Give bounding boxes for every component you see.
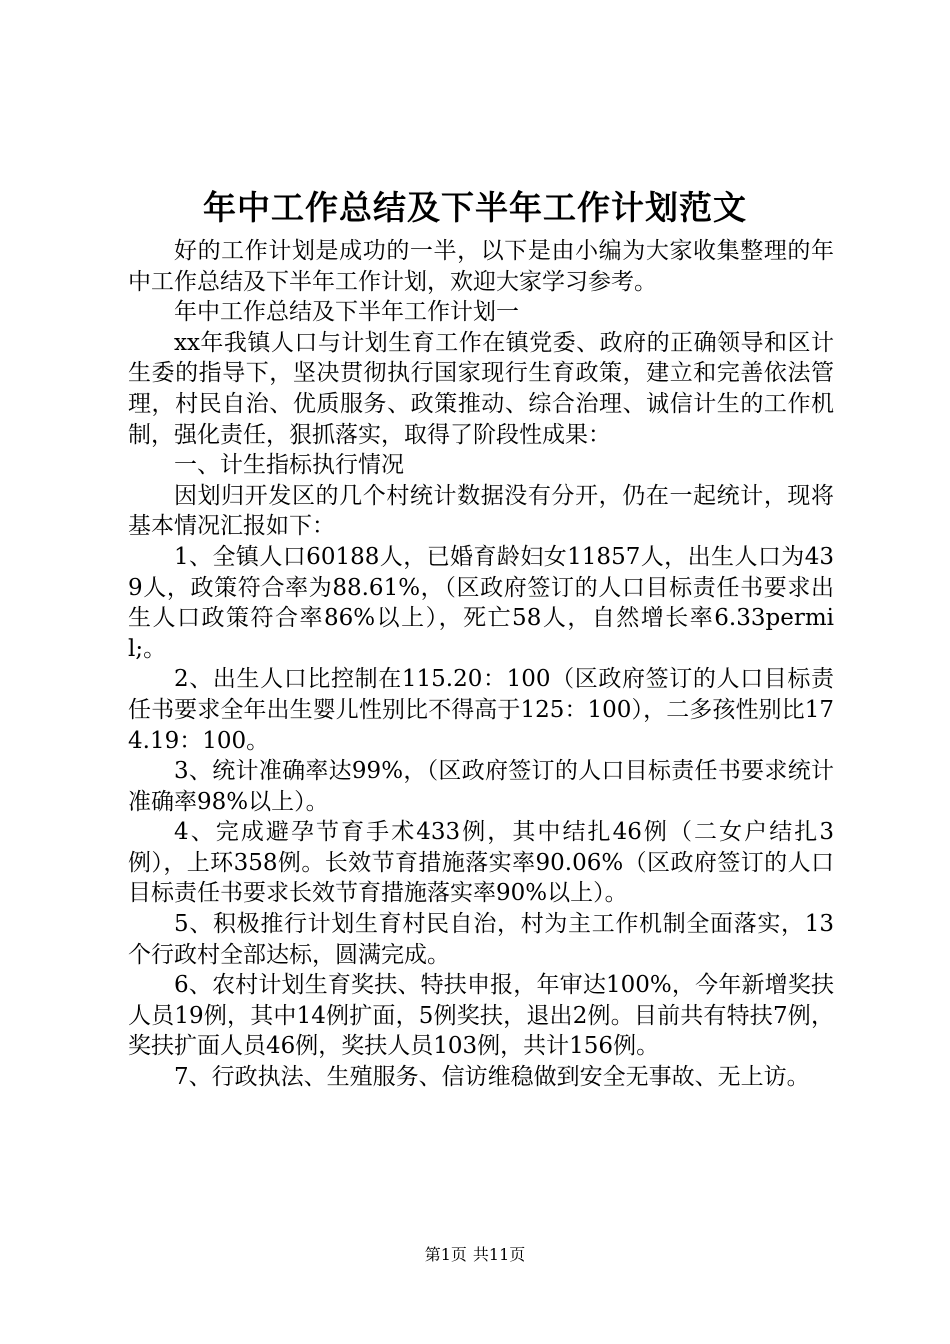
list-item: 4、完成避孕节育手术433例，其中结扎46例（二女户结扎3例），上环358例。长效节育措施落实率90.06%（区政府签订的人口目标责任书要求长效节育措施落实率90%以上）。 — [128, 819, 834, 907]
list-item: 3、统计准确率达99%，（区政府签订的人口目标责任书要求统计准确率98%以上）。 — [128, 758, 834, 815]
summary-paragraph: xx年我镇人口与计划生育工作在镇党委、政府的正确领导和区计生委的指导下，坚决贯彻执行国家现行生育政策，建立和完善依法管理，村民自治、优质服务、政策推动、综合治理、诚信计生的工作机制，强化责任，狠抓落实，取得了阶段性成果： — [128, 329, 834, 448]
statistics-note-paragraph: 因划归开发区的几个村统计数据没有分开，仍在一起统计，现将基本情况汇报如下： — [128, 482, 834, 540]
page-footer — [0, 1244, 950, 1266]
intro-paragraph: 好的工作计划是成功的一半，以下是由小编为大家收集整理的年中工作总结及下半年工作计划，欢迎大家学习参考。 — [128, 238, 834, 295]
page-number: 第1页 — [424, 1245, 467, 1264]
subsection-heading: 一、计生指标执行情况 — [174, 452, 404, 479]
list-item: 7、行政执法、生殖服务、信访维稳做到安全无事故、无上访。 — [174, 1064, 810, 1091]
page-total: 共11页 — [472, 1245, 526, 1264]
document-title: 年中工作总结及下半年工作计划范文 — [203, 188, 747, 227]
document-body — [128, 236, 834, 1093]
list-item: 2、出生人口比控制在115.20：100（区政府签订的人口目标责任书要求全年出生婴儿性别比不得高于125：100），二多孩性别比174.19：100。 — [128, 666, 834, 754]
section-heading: 年中工作总结及下半年工作计划一 — [174, 299, 519, 326]
list-item: 6、农村计划生育奖扶、特扶申报，年审达100%，今年新增奖扶人员19例，其中14例扩面，5例奖扶，退出2例。目前共有特扶7例，奖扶扩面人员46例，奖扶人员103例，共计156例。 — [128, 972, 834, 1060]
list-item: 5、积极推行计划生育村民自治，村为主工作机制全面落实，13个行政村全部达标，圆满完成。 — [128, 911, 834, 968]
list-item: 1、全镇人口60188人，已婚育龄妇女11857人，出生人口为439人，政策符合率为88.61%，（区政府签订的人口目标责任书要求出生人口政策符合率86%以上），死亡58人，自然增长率6.33permil;。 — [128, 543, 834, 662]
